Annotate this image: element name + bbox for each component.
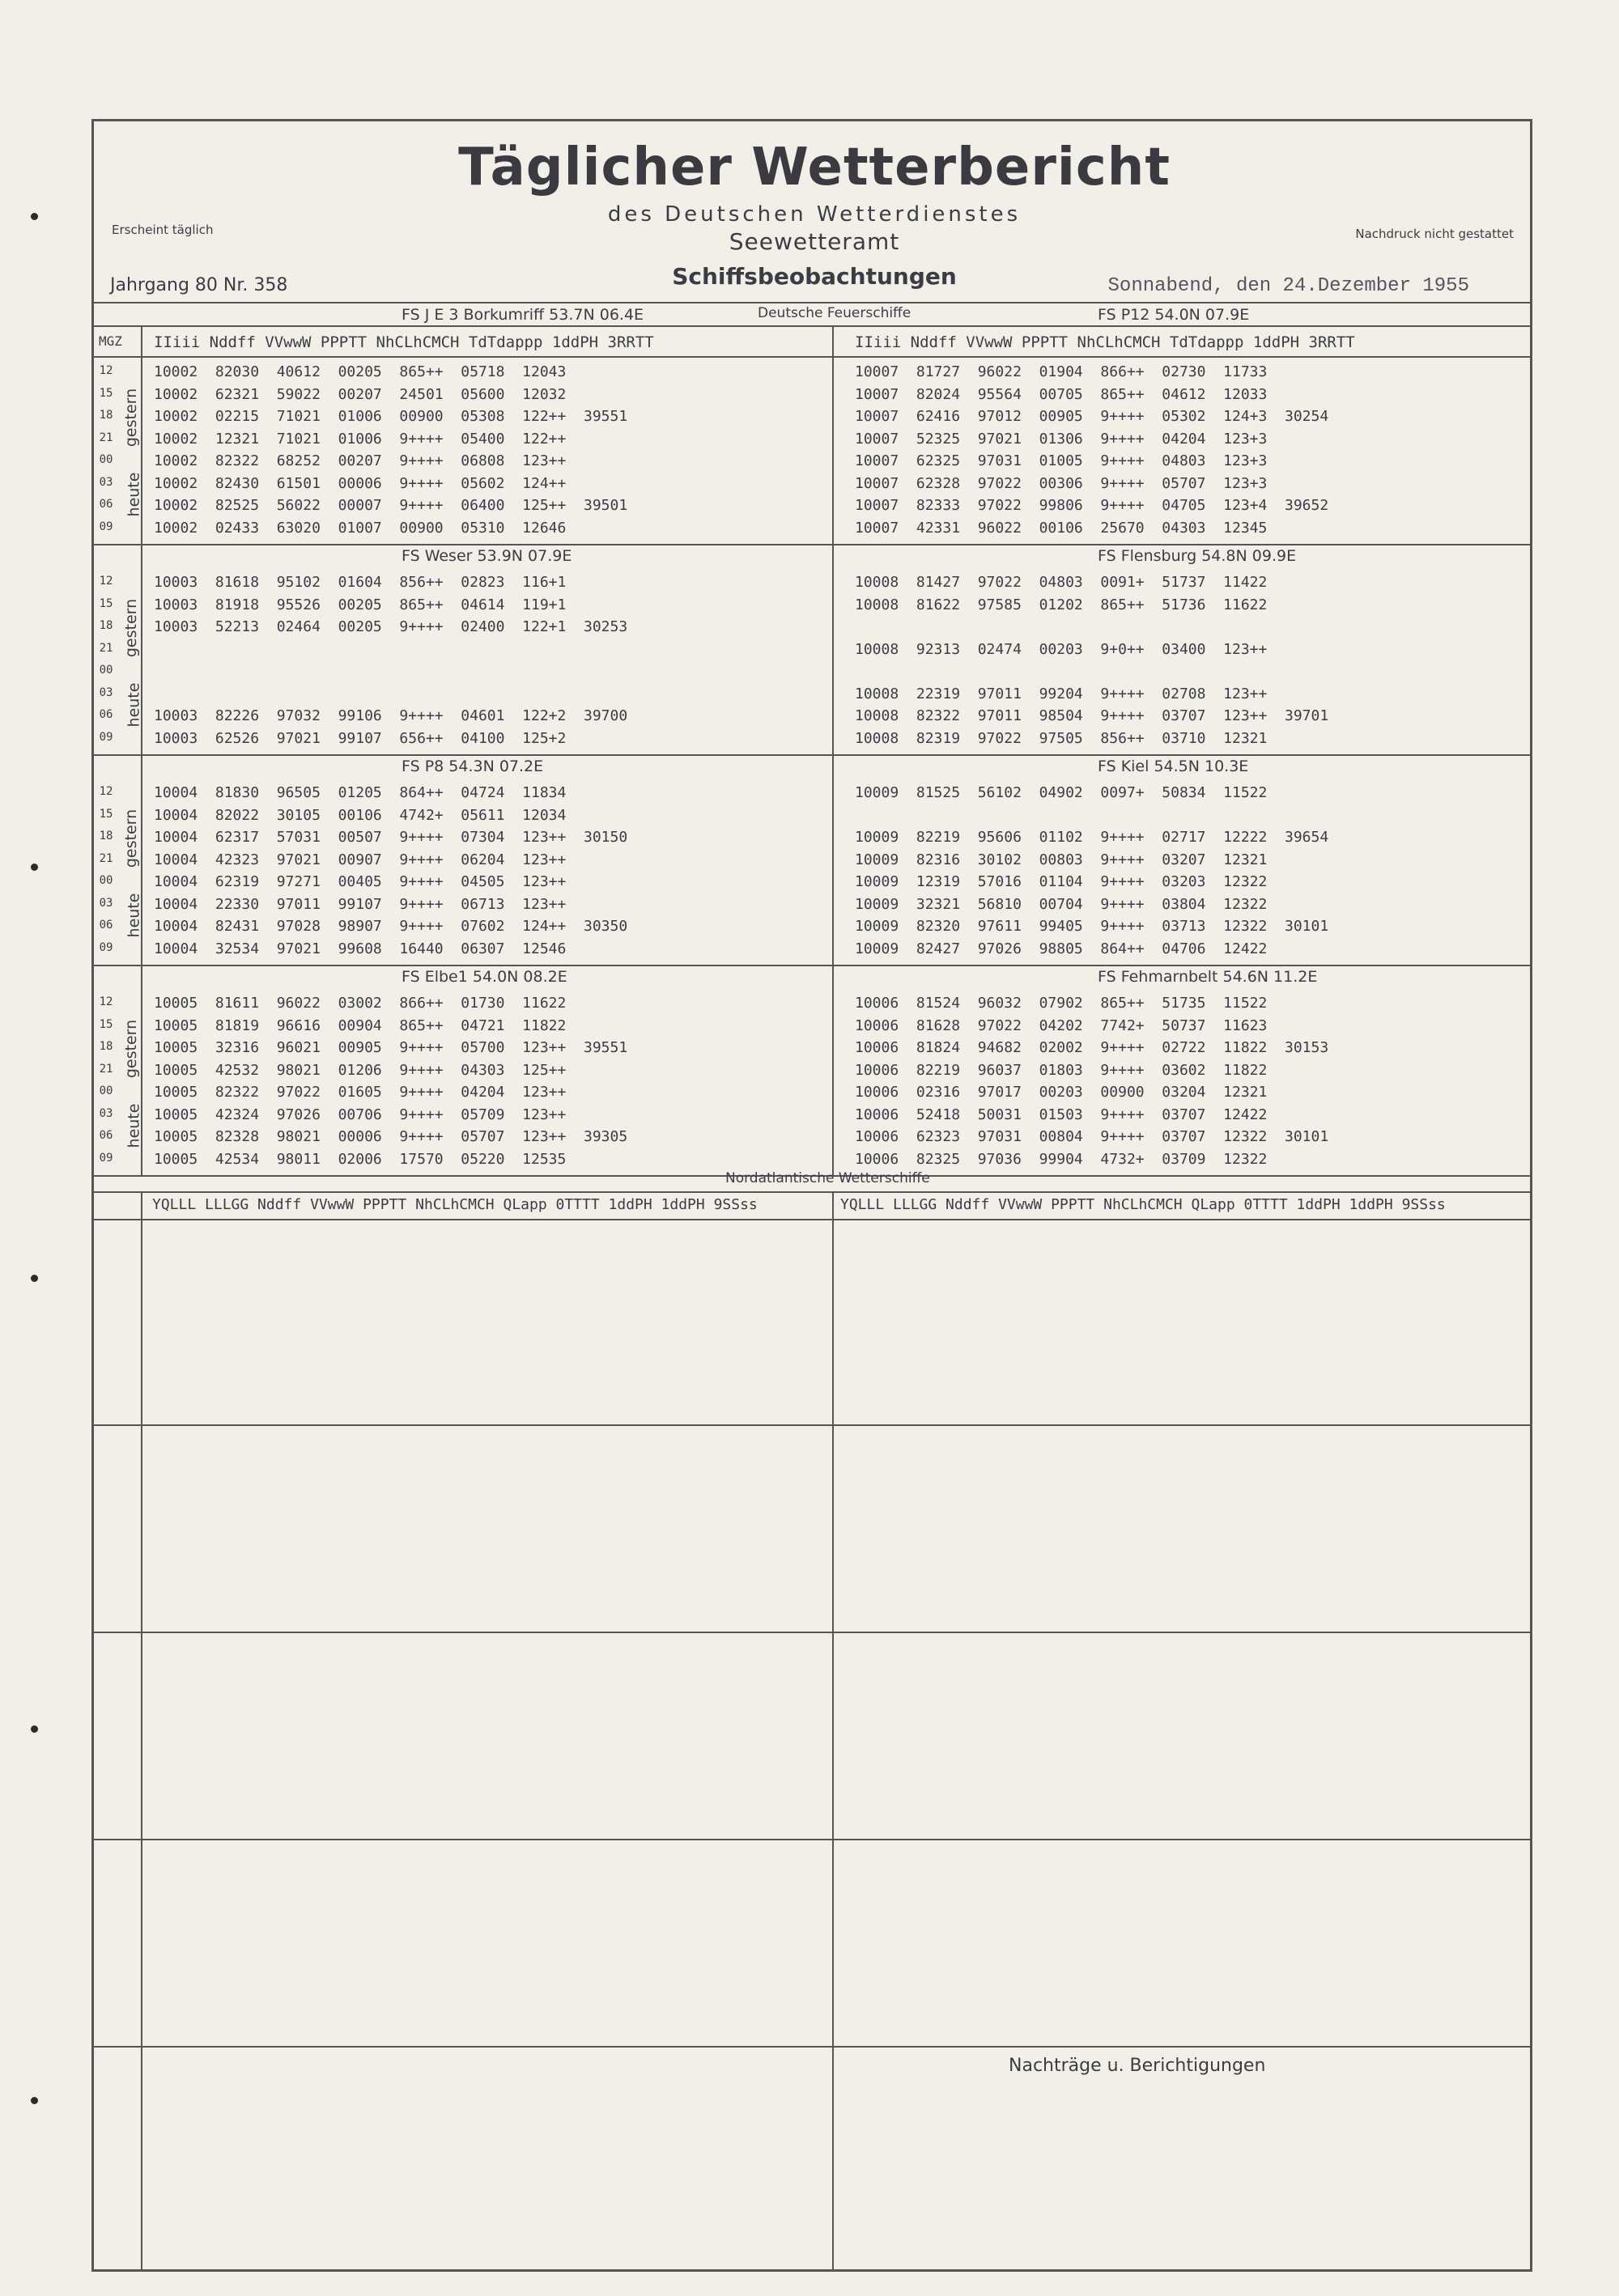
report-subtitle: des Deutschen Wetterdienstes: [607, 202, 1022, 227]
weatherships-caption: Nordatlantische Wetterschiffe: [725, 1170, 930, 1186]
station-name: FS Kiel 54.5N 10.3E: [1098, 758, 1249, 775]
report-title: Täglicher Wetterbericht: [458, 138, 1171, 197]
station-name: FS Weser 53.9N 07.9E: [402, 547, 572, 565]
day-label-heute: heute: [125, 1103, 143, 1148]
publication-frequency: Erscheint täglich: [112, 223, 214, 237]
column-header-rule-bottom: [94, 356, 1530, 358]
station-observations: 10007 81727 96022 01904 866++ 02730 11733 10007 82024 95564 00705 865++ 04612 12033 10007 62416 97012 00905 9++++ 05302 124+3 30254 10007 52325 97021 01306 9++++ 04204 123+3 10007 62325 97031 01005 9++++ 04803 123+3 10007 62328 97022 00306 9++++ 05707 123+3 10007 82333 97022 99806 9++++ 04705 123+4 39652 10007 42331 96022 00106 25670 04303 12345: [855, 363, 1329, 537]
column-header-lower-right: YQLLL LLLGG Nddff VVwwW PPPTT NhCLhCMCH QLapp 0TTTT 1ddPH 1ddPH 9SSss: [840, 1196, 1446, 1213]
hour-labels: 12 15 18 21 00 03 06 09: [99, 995, 113, 1165]
band-rule: [94, 1424, 1530, 1426]
station-name: FS P8 54.3N 07.2E: [402, 758, 544, 775]
reprint-notice: Nachdruck nicht gestattet: [1355, 227, 1514, 241]
station-observations: 10009 81525 56102 04902 0097+ 50834 11522 10009 82219 95606 01102 9++++ 02717 12222 39654 10009 82316 30102 00803 9++++ 03207 12321 10009 12319 57016 01104 9++++ 03203 12322 10009 32321 56810 00704 9++++ 03804 12322 10009 82320 97611 99405 9++++ 03713 12322 30101 10009 82427 97026 98805 864++ 04706 12422: [855, 784, 1329, 957]
center-column-rule-lower: [832, 1191, 834, 2272]
issuing-office: Seewetteramt: [729, 228, 900, 255]
column-header-rule-top: [94, 325, 1530, 327]
punch-hole: [31, 1725, 38, 1733]
corrections-caption: Nachträge u. Berichtigungen: [1009, 2056, 1266, 2076]
hour-labels: 12 15 18 21 00 03 06 09: [99, 785, 113, 954]
issue-number: Jahrgang 80 Nr. 358: [110, 275, 288, 295]
station-observations: 10006 81524 96032 07902 865++ 51735 11522 10006 81628 97022 04202 7742+ 50737 11623 10006 81824 94682 02002 9++++ 02722 11822 30153 10006 82219 96037 01803 9++++ 03602 11822 10006 02316 97017 00203 00900 03204 12321 10006 52418 50031 01503 9++++ 03707 12422 10006 62323 97031 00804 9++++ 03707 12322 30101 10006 82325 97036 99904 4732+ 03709 12322: [855, 995, 1329, 1168]
day-label-heute: heute: [125, 682, 143, 728]
band-rule: [94, 1632, 1530, 1633]
column-header-left: IIiii Nddff VVwwW PPPTT NhCLhCMCH TdTdappp 1ddPH 3RRTT: [154, 333, 654, 351]
mgz-column-rule: [141, 325, 142, 1175]
day-label-gestern: gestern: [122, 808, 141, 868]
station-observations: 10005 81611 96022 03002 866++ 01730 11622 10005 81819 96616 00904 865++ 04721 11822 10005 32316 96021 00905 9++++ 05700 123++ 39551 10005 42532 98021 01206 9++++ 04303 125++ 10005 82322 97022 01605 9++++ 04204 123++ 10005 42324 97026 00706 9++++ 05709 123++ 10005 82328 98021 00006 9++++ 05707 123++ 39305 10005 42534 98011 02006 17570 05220 12535: [154, 995, 628, 1168]
lower-header-rule: [94, 1219, 1530, 1220]
day-label-heute: heute: [125, 893, 143, 938]
weatherships-rule: [94, 1191, 1530, 1193]
report-date: Sonnabend, den 24.Dezember 1955: [1107, 275, 1469, 297]
center-column-rule: [832, 325, 834, 1175]
hour-labels: 12 15 18 21 00 03 06 09: [99, 364, 113, 533]
band-rule: [94, 754, 1530, 756]
station-observations: 10004 81830 96505 01205 864++ 04724 11834 10004 82022 30105 00106 4742+ 05611 12034 10004 62317 57031 00507 9++++ 07304 123++ 30150 10004 42323 97021 00907 9++++ 06204 123++ 10004 62319 97271 00405 9++++ 04505 123++ 10004 22330 97011 99107 9++++ 06713 123++ 10004 82431 97028 98907 9++++ 07602 124++ 30350 10004 32534 97021 99608 16440 06307 12546: [154, 784, 628, 957]
section-title: Schiffsbeobachtungen: [672, 263, 957, 290]
station-name: FS J E 3 Borkumriff 53.7N 06.4E: [402, 306, 644, 324]
punch-hole: [31, 2097, 38, 2104]
weather-report-sheet: [91, 119, 1532, 2272]
column-header-lower-left: YQLLL LLLGG Nddff VVwwW PPPTT NhCLhCMCH QLapp 0TTTT 1ddPH 1ddPH 9SSss: [152, 1196, 758, 1213]
punch-hole: [31, 213, 38, 220]
band-rule: [94, 965, 1530, 966]
punch-hole: [31, 864, 38, 871]
mgz-header: MGZ: [99, 333, 122, 349]
header-rule: [94, 302, 1530, 303]
day-label-gestern: gestern: [122, 1019, 141, 1079]
band-rule: [94, 2046, 1530, 2048]
station-observations: 10008 81427 97022 04803 0091+ 51737 11422 10008 81622 97585 01202 865++ 51736 11622 10008 92313 02474 00203 9+0++ 03400 123++ 10008 22319 97011 99204 9++++ 02708 123++ 10008 82322 97011 98504 9++++ 03707 123++ 39701 10008 82319 97022 97505 856++ 03710 12321: [855, 574, 1329, 747]
station-name: FS P12 54.0N 07.9E: [1098, 306, 1250, 324]
mgz-column-rule-lower: [141, 1191, 142, 2272]
station-name: FS Fehmarnbelt 54.6N 11.2E: [1098, 968, 1318, 986]
station-observations: 10003 81618 95102 01604 856++ 02823 116+1 10003 81918 95526 00205 865++ 04614 119+1 10003 52213 02464 00205 9++++ 02400 122+1 30253 10003 82226 97032 99106 9++++ 04601 122+2 39700 10003 62526 97021 99107 656++ 04100 125+2: [154, 574, 628, 747]
station-name: FS Elbe1 54.0N 08.2E: [402, 968, 567, 986]
station-observations: 10002 82030 40612 00205 865++ 05718 12043 10002 62321 59022 00207 24501 05600 12032 10002 02215 71021 01006 00900 05308 122++ 39551 10002 12321 71021 01006 9++++ 05400 122++ 10002 82322 68252 00207 9++++ 06808 123++ 10002 82430 61501 00006 9++++ 05602 124++ 10002 82525 56022 00007 9++++ 06400 125++ 39501 10002 02433 63020 01007 00900 05310 12646: [154, 363, 628, 537]
lightships-caption: Deutsche Feuerschiffe: [758, 305, 911, 321]
station-name: FS Flensburg 54.8N 09.9E: [1098, 547, 1297, 565]
band-rule: [94, 544, 1530, 545]
day-label-heute: heute: [125, 472, 143, 517]
column-header-right: IIiii Nddff VVwwW PPPTT NhCLhCMCH TdTdappp 1ddPH 3RRTT: [855, 333, 1355, 351]
day-label-gestern: gestern: [122, 598, 141, 658]
day-label-gestern: gestern: [122, 388, 141, 448]
band-rule: [94, 1839, 1530, 1840]
punch-hole: [31, 1275, 38, 1282]
hour-labels: 12 15 18 21 00 03 06 09: [99, 575, 113, 744]
